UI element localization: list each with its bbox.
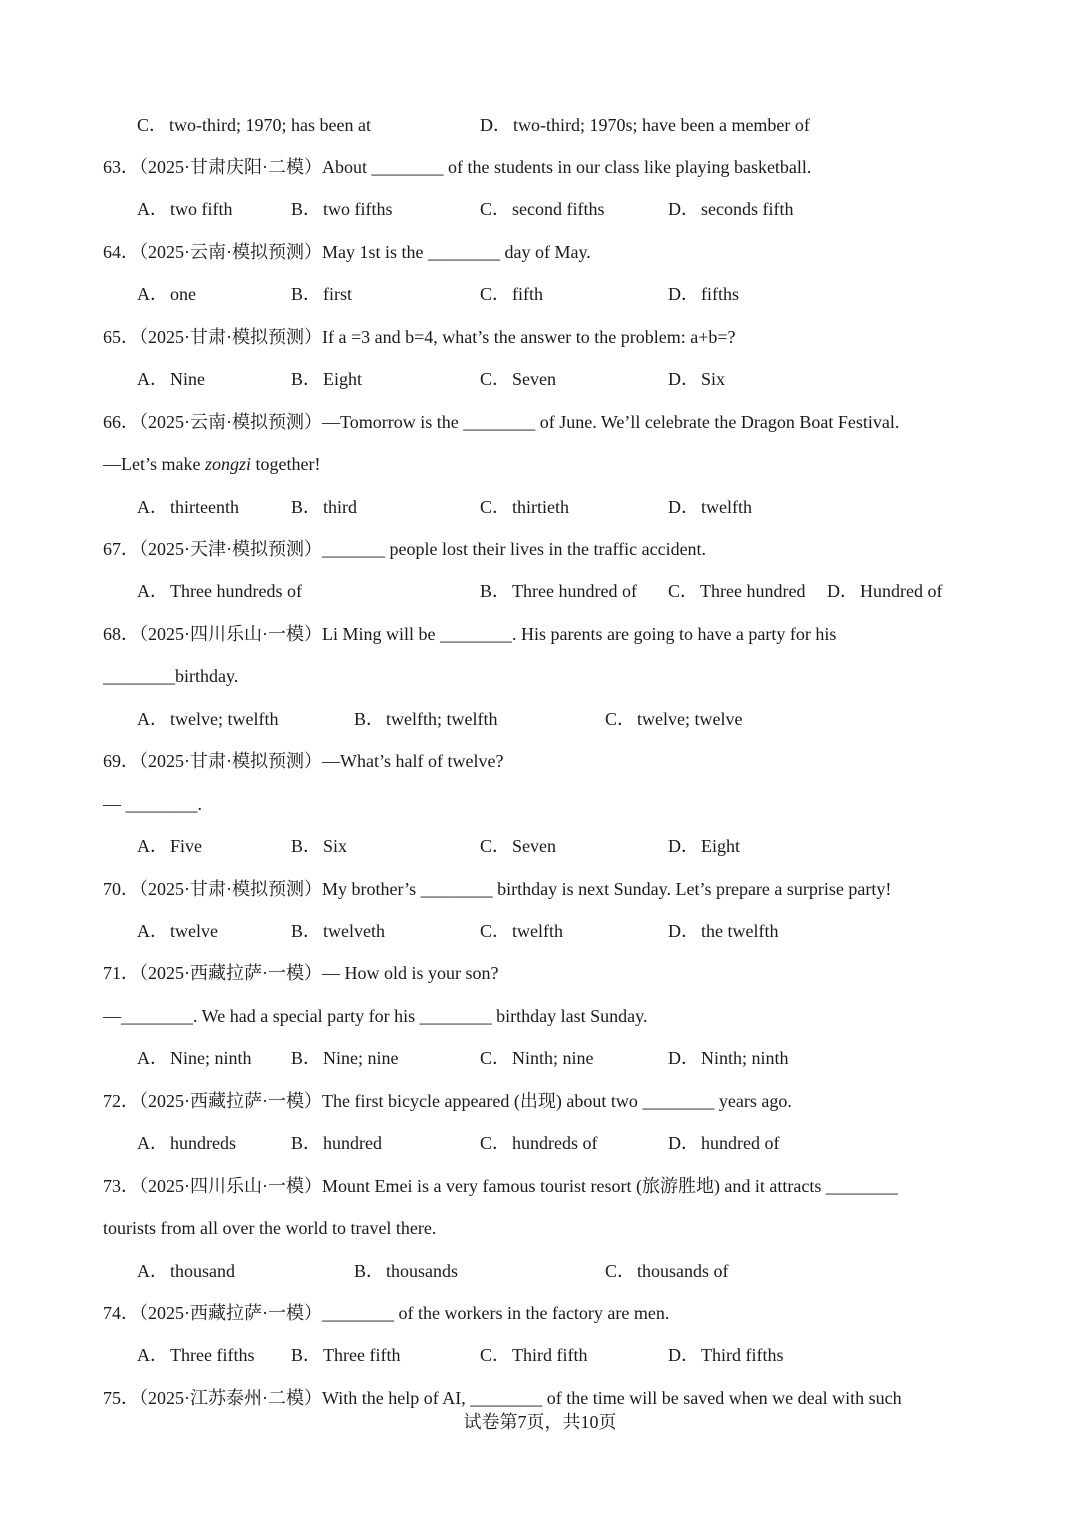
- q63-option-c: C． second fifths: [480, 199, 605, 219]
- question-number: 68．: [103, 624, 139, 644]
- q71-option-c: C． Ninth; nine: [480, 1048, 594, 1068]
- q65-option-a: A． Nine: [137, 369, 205, 389]
- italic-word: zongzi: [204, 454, 251, 474]
- question-source: （2025·云南·模拟预测）: [139, 412, 322, 432]
- question-number: 67．: [103, 539, 139, 559]
- question-source: （2025·云南·模拟预测）: [139, 242, 322, 262]
- question-text: With the help of AI, ________ of the time will be saved when we deal with such: [322, 1388, 902, 1408]
- question-73-stem: [103, 1174, 898, 1198]
- carryover-option-c: C． two-third; 1970; has been at: [137, 115, 371, 135]
- q71-option-b: B． Nine; nine: [291, 1048, 399, 1068]
- question-source: （2025·甘肃·模拟预测）: [139, 751, 322, 771]
- q64-option-a: A． one: [137, 284, 196, 304]
- question-text: _______ people lost their lives in the traffic accident.: [322, 539, 707, 559]
- question-71-stem-line2: —________. We had a special party for his ________ birthday last Sunday.: [103, 1006, 648, 1026]
- q69-option-b: B． Six: [291, 836, 348, 856]
- question-number: 75．: [103, 1388, 139, 1408]
- question-source: （2025·甘肃庆阳·二模）: [139, 157, 322, 177]
- q69-option-d: D． Eight: [668, 836, 740, 856]
- q63-option-b: B． two fifths: [291, 199, 393, 219]
- question-72-stem: [103, 1089, 792, 1113]
- question-text: May 1st is the ________ day of May.: [322, 242, 591, 262]
- carryover-option-d: D． two-third; 1970s; have been a member of: [480, 115, 810, 135]
- q72-option-a: A． hundreds: [137, 1133, 236, 1153]
- q70-option-c: C． twelfth: [480, 921, 564, 941]
- question-number: 71．: [103, 963, 139, 983]
- question-source: （2025·西藏拉萨·一模）: [139, 963, 322, 983]
- q71-option-a: A． Nine; ninth: [137, 1048, 252, 1068]
- q67-option-d: D． Hundred of: [827, 581, 943, 601]
- q71-option-d: D． Ninth; ninth: [668, 1048, 789, 1068]
- q66-option-d: D． twelfth: [668, 497, 752, 517]
- question-text: —Tomorrow is the ________ of June. We’ll celebrate the Dragon Boat Festival.: [322, 412, 900, 432]
- q66-option-c: C． thirtieth: [480, 497, 570, 517]
- q74-option-d: D． Third fifths: [668, 1345, 784, 1365]
- q64-option-b: B． first: [291, 284, 353, 304]
- q67-option-a: A． Three hundreds of: [137, 581, 302, 601]
- question-73-stem-line2: tourists from all over the world to travel there.: [103, 1218, 437, 1238]
- question-69-stem-line2: — ________.: [103, 794, 202, 814]
- q67-option-c: C． Three hundred: [668, 581, 806, 601]
- question-63-stem: [103, 155, 811, 179]
- q72-option-c: C． hundreds of: [480, 1133, 598, 1153]
- q68-option-b: B． twelfth; twelfth: [354, 709, 498, 729]
- question-number: 69．: [103, 751, 139, 771]
- question-number: 64．: [103, 242, 139, 262]
- question-text: — How old is your son?: [322, 963, 499, 983]
- question-text: About ________ of the students in our class like playing basketball.: [322, 157, 812, 177]
- question-68-stem-line2: ________birthday.: [103, 666, 239, 686]
- question-67-stem: [103, 537, 706, 561]
- question-text: Li Ming will be ________. His parents are going to have a party for his: [322, 624, 837, 644]
- q72-option-b: B． hundred: [291, 1133, 382, 1153]
- page-footer: 试卷第7页，共10页: [463, 1412, 617, 1432]
- question-number: 72．: [103, 1091, 139, 1111]
- question-number: 74．: [103, 1303, 139, 1323]
- q72-option-d: D． hundred of: [668, 1133, 780, 1153]
- q63-option-a: A． two fifth: [137, 199, 233, 219]
- q70-option-a: A． twelve: [137, 921, 218, 941]
- question-text: —What’s half of twelve?: [322, 751, 504, 771]
- q68-option-a: A． twelve; twelfth: [137, 709, 279, 729]
- question-number: 70．: [103, 879, 139, 899]
- question-number: 66．: [103, 412, 139, 432]
- question-source: （2025·甘肃·模拟预测）: [139, 879, 322, 899]
- q66-option-a: A． thirteenth: [137, 497, 239, 517]
- question-text: My brother’s ________ birthday is next Sunday. Let’s prepare a surprise party!: [322, 879, 892, 899]
- question-number: 63．: [103, 157, 139, 177]
- q68-option-c: C． twelve; twelve: [605, 709, 743, 729]
- question-66-stem: [103, 410, 899, 434]
- q64-option-d: D． fifths: [668, 284, 739, 304]
- question-75-stem: [103, 1386, 902, 1410]
- question-number: 73．: [103, 1176, 139, 1196]
- question-source: （2025·西藏拉萨·一模）: [139, 1303, 322, 1323]
- question-number: 65．: [103, 327, 139, 347]
- q66-option-b: B． third: [291, 497, 358, 517]
- q70-option-b: B． twelveth: [291, 921, 385, 941]
- q64-option-c: C． fifth: [480, 284, 544, 304]
- q65-option-c: C． Seven: [480, 369, 557, 389]
- question-68-stem: [103, 622, 836, 646]
- q65-option-b: B． Eight: [291, 369, 363, 389]
- question-text: The first bicycle appeared (出现) about two ________ years ago.: [322, 1091, 792, 1111]
- q67-option-b: B． Three hundred of: [480, 581, 637, 601]
- question-source: （2025·甘肃·模拟预测）: [139, 327, 322, 347]
- question-69-stem: [103, 749, 503, 773]
- question-74-stem: [103, 1301, 669, 1325]
- q63-option-d: D． seconds fifth: [668, 199, 794, 219]
- question-source: （2025·西藏拉萨·一模）: [139, 1091, 322, 1111]
- question-70-stem: [103, 877, 891, 901]
- question-text: If a =3 and b=4, what’s the answer to the problem: a+b=?: [322, 327, 736, 347]
- q70-option-d: D． the twelfth: [668, 921, 779, 941]
- question-source: （2025·四川乐山·一模）: [139, 1176, 322, 1196]
- q74-option-c: C． Third fifth: [480, 1345, 588, 1365]
- question-71-stem: [103, 961, 499, 985]
- question-source: （2025·江苏泰州·二模）: [139, 1388, 322, 1408]
- q73-option-b: B． thousands: [354, 1261, 459, 1281]
- question-source: （2025·四川乐山·一模）: [139, 624, 322, 644]
- question-text: ________ of the workers in the factory are men.: [322, 1303, 670, 1323]
- q69-option-c: C． Seven: [480, 836, 557, 856]
- q74-option-a: A． Three fifths: [137, 1345, 255, 1365]
- q73-option-a: A． thousand: [137, 1261, 235, 1281]
- q65-option-d: D． Six: [668, 369, 726, 389]
- q73-option-c: C． thousands of: [605, 1261, 729, 1281]
- question-text: Mount Emei is a very famous tourist resort (旅游胜地) and it attracts ________: [322, 1176, 898, 1196]
- question-source: （2025·天津·模拟预测）: [139, 539, 322, 559]
- question-65-stem: [103, 325, 736, 349]
- question-66-stem-line2: —Let’s make zongzi together!: [103, 454, 321, 474]
- question-64-stem: [103, 240, 591, 264]
- q74-option-b: B． Three fifth: [291, 1345, 401, 1365]
- q69-option-a: A． Five: [137, 836, 203, 856]
